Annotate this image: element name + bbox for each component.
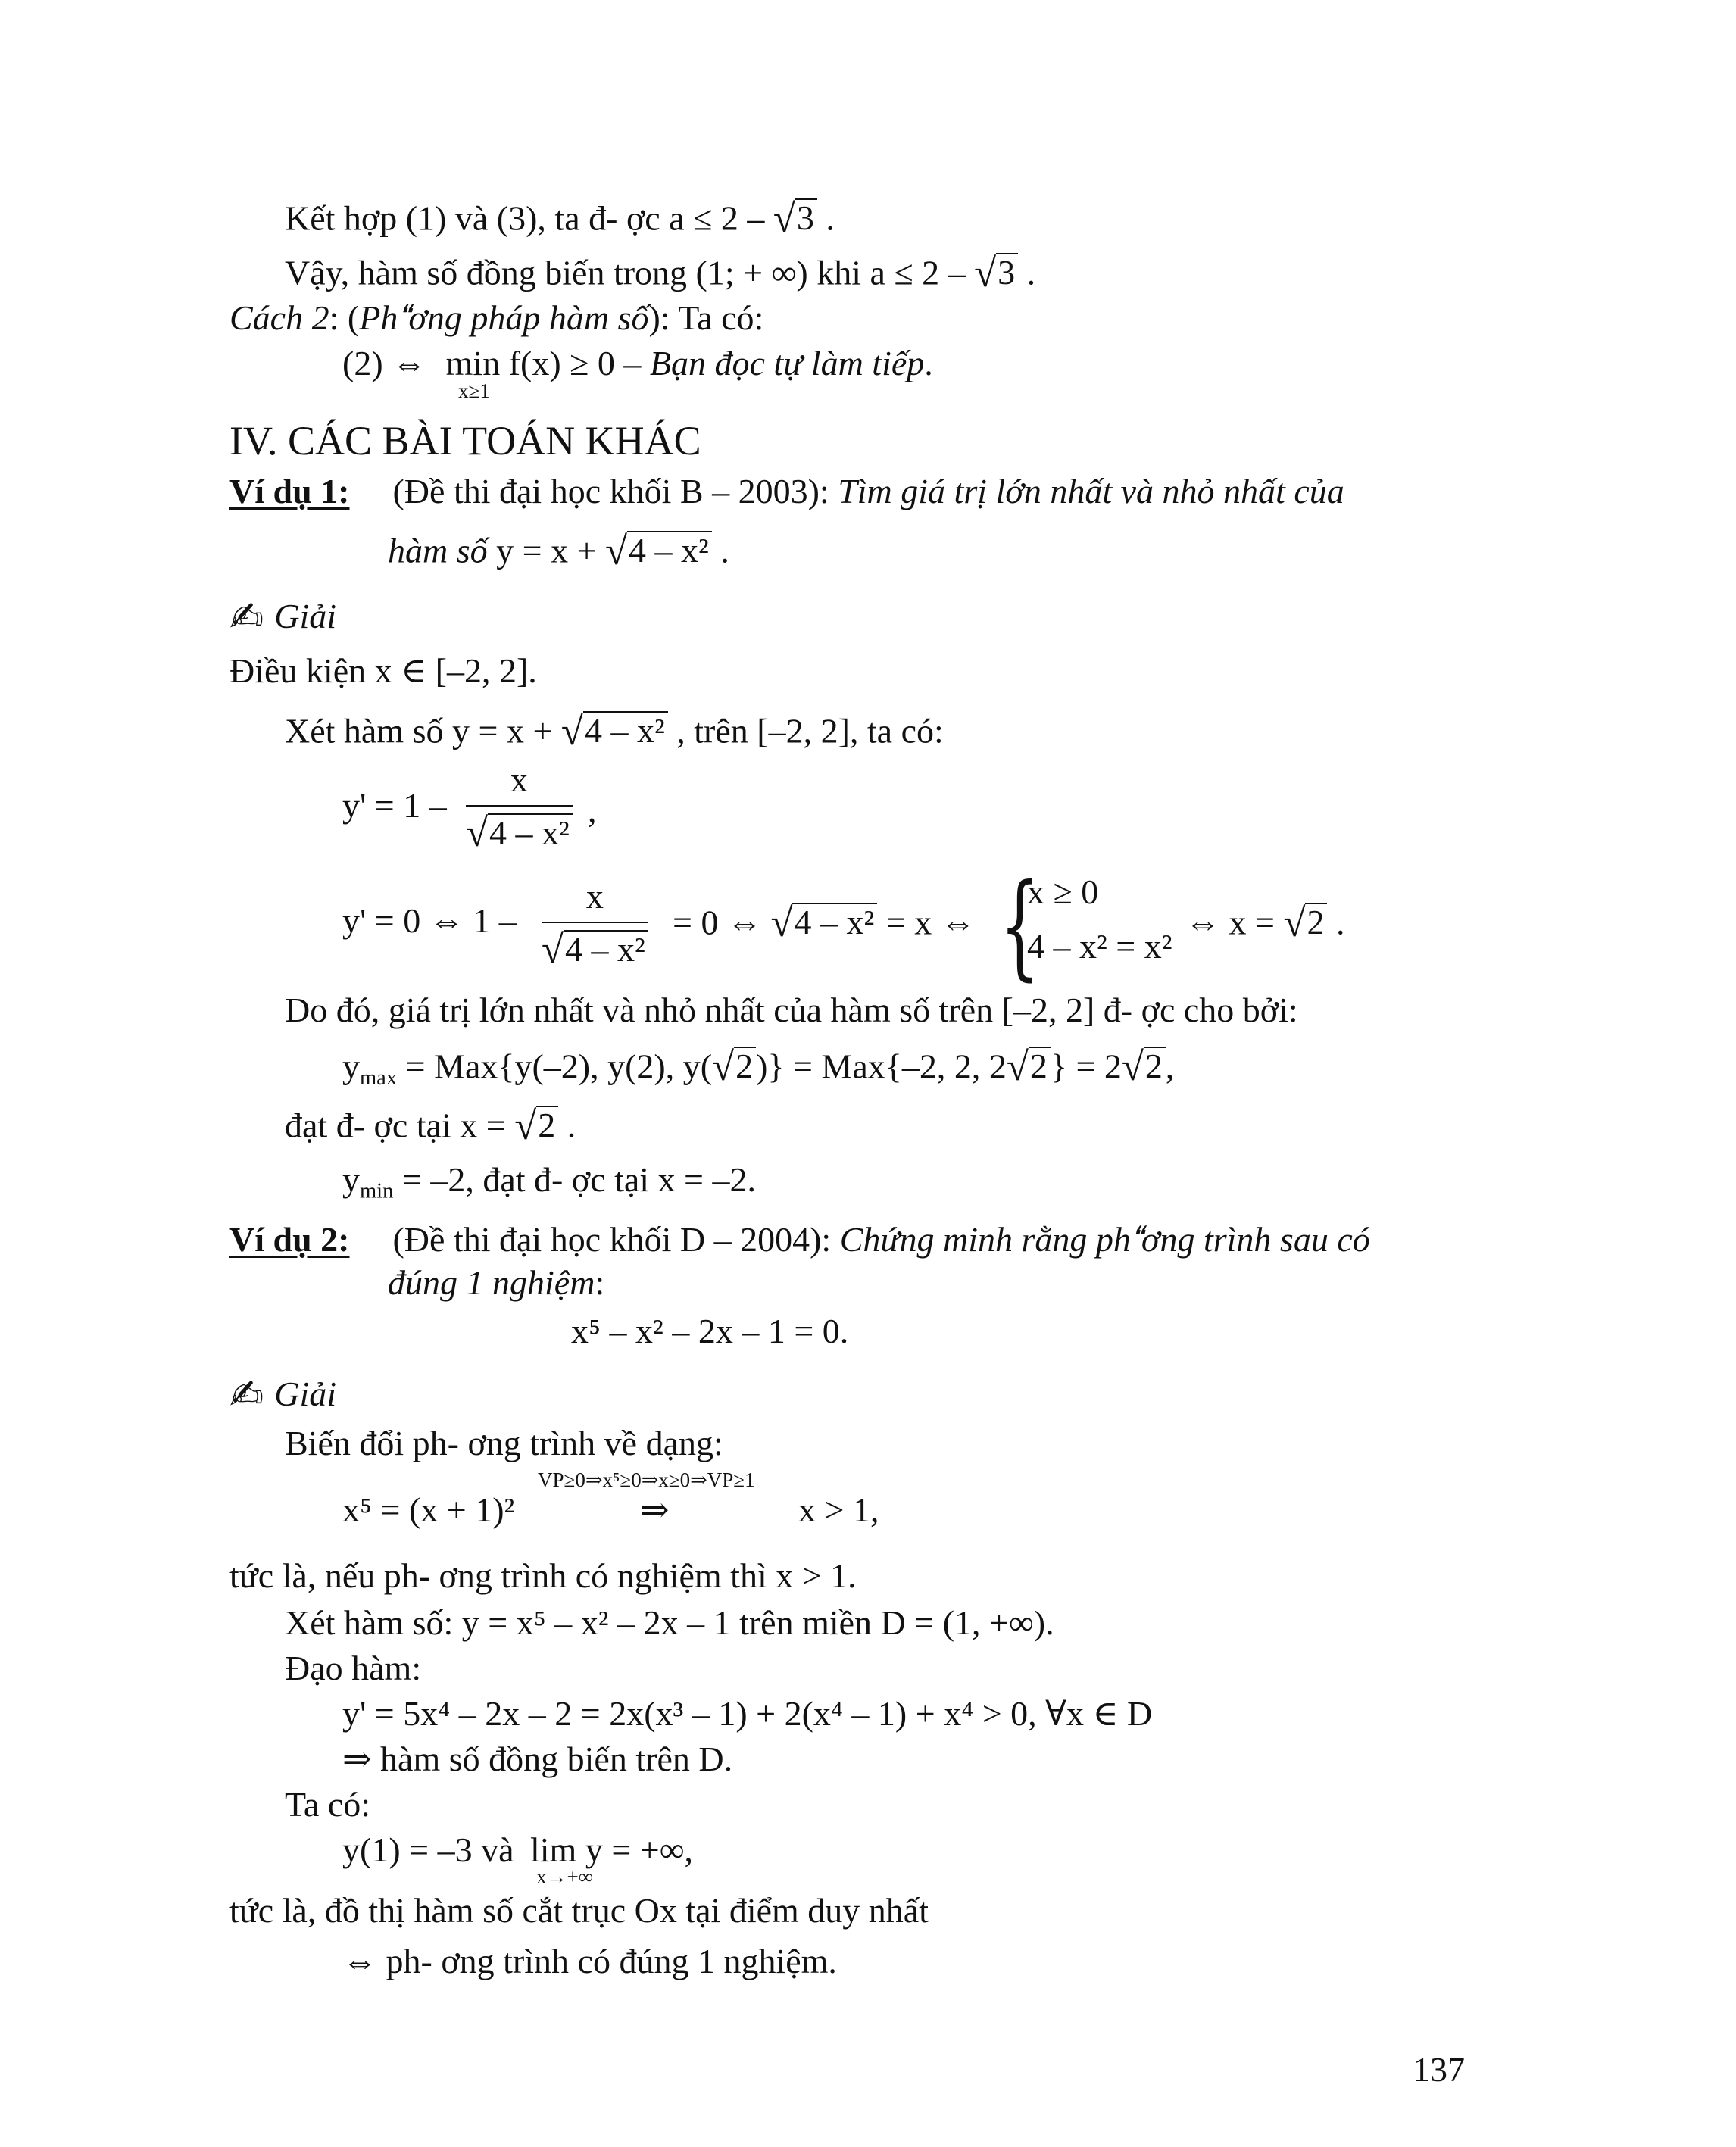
transform-line: Biến đổi ph- ơng trình về dạng: — [285, 1424, 723, 1462]
method2-name: Phơng pháp hàm số — [359, 298, 649, 337]
min-subscript: x≥1 — [458, 379, 490, 402]
example2-line2 — [388, 1262, 604, 1303]
sqrt-2-expr-b: √2 — [1007, 1044, 1051, 1091]
consider-function-text: Xét hàm số y = x + — [285, 711, 553, 751]
sqrt-2-radicand-d: 2 — [536, 1106, 558, 1144]
ymax-end: , — [1165, 1047, 1175, 1086]
example1-task: Tìm giá trị lớn nhất và nhỏ nhất của — [838, 472, 1344, 510]
ymax-line — [342, 1044, 1174, 1091]
increasing-line: ⇒ hàm số đồng biến trên D. — [342, 1740, 733, 1778]
derivative-fraction — [466, 759, 573, 858]
transform-rhs: x > 1, — [798, 1490, 879, 1529]
sqrt-2-radicand-b: 2 — [1029, 1047, 1051, 1084]
method2-tail: ): Ta có: — [648, 298, 764, 337]
critical-result — [1185, 900, 1344, 947]
sqrt-4-x2-radicand: 4 – x² — [627, 531, 712, 569]
critical-equals-zero: = 0 ⇔ — [673, 903, 762, 942]
critical-equation — [673, 900, 976, 947]
method2-colon: : ( — [329, 298, 360, 337]
ymax-symbol: y — [342, 1047, 360, 1086]
pencil-icon: ✍ — [229, 593, 264, 641]
solution1-header — [229, 593, 336, 642]
sqrt-2-expr-d: √2 — [514, 1103, 558, 1150]
min-end: . — [924, 344, 933, 382]
reached-at-text: đạt đ- ợc tại x = — [285, 1106, 506, 1145]
critical-denominator-radicand: 4 – x² — [564, 930, 648, 968]
example1-function-end: . — [720, 531, 729, 570]
solution2-label: Giải — [274, 1375, 337, 1413]
combine-end: . — [826, 198, 835, 238]
derivative-lhs: y' = 1 – — [342, 786, 447, 825]
conclusion-text: Vậy, hàm số đồng biến trong (1; + ∞) khi a ≤ 2 – — [285, 253, 966, 292]
text-line-min-condition — [342, 342, 933, 384]
example2-line1 — [229, 1219, 1370, 1260]
sqrt-2-radicand-a: 2 — [734, 1047, 756, 1084]
pencil-icon-2: ✍ — [229, 1371, 264, 1418]
text-line-combine — [285, 195, 835, 243]
taco-line: Ta có: — [285, 1785, 371, 1824]
example1-task-cont: hàm số — [388, 531, 488, 570]
consider-function-line — [285, 708, 944, 756]
limit-operator: lim — [530, 1830, 577, 1869]
ymax-part-c: } = 2 — [1050, 1047, 1122, 1086]
sqrt-2-radicand-c: 2 — [1144, 1047, 1166, 1084]
critical-numerator: x — [585, 877, 604, 916]
solution2-header — [229, 1371, 336, 1420]
limit-subscript: x→+∞ — [536, 1865, 593, 1888]
consider2-line: Xét hàm số: y = x⁵ – x² – 2x – 1 trên miền D = (1, +∞). — [285, 1603, 1054, 1642]
sqrt-4-x2-expr-2: √4 – x² — [561, 708, 668, 756]
critical-fraction — [542, 875, 648, 975]
example1-label: Ví dụ 1: — [229, 472, 350, 510]
implication-annotation: VP≥0⇒x⁵≥0⇒x≥0⇒VP≥1 — [538, 1468, 755, 1491]
derivative-denominator-radicand: 4 – x² — [488, 813, 573, 851]
limit-line — [342, 1829, 693, 1871]
ymax-subscript: max — [360, 1066, 398, 1090]
means-line: tức là, nếu ph- ơng trình có nghiệm thì x > 1. — [229, 1556, 857, 1595]
reader-exercise-note: Bạn đọc tự làm tiếp — [649, 344, 925, 382]
combine-text: Kết hợp (1) và (3), ta đ- ợc a ≤ 2 – — [285, 198, 765, 238]
min-function: f(x) ≥ 0 – — [508, 344, 642, 382]
sqrt-3-radicand: 3 — [795, 198, 817, 236]
derivative-equation: y' = 5x⁴ – 2x – 2 = 2x(x³ – 1) + 2(x⁴ – 1) + x⁴ > 0, ∀x ∈ D — [342, 1694, 1153, 1733]
example2-task: Chứng minh rằng phơng trình sau có — [839, 1220, 1370, 1259]
method2-label: Cách 2 — [229, 298, 329, 337]
min-operator: min — [445, 344, 501, 382]
solution1-label: Giải — [274, 597, 337, 635]
domain-condition: Điều kiện x ∈ [–2, 2]. — [229, 651, 537, 690]
example2-task-cont: đúng 1 nghiệm — [388, 1263, 595, 1302]
ymin-line — [342, 1159, 756, 1203]
limit-result: y = +∞, — [585, 1830, 694, 1869]
sqrt-4-x2-expr-3: √4 – x² — [770, 900, 877, 947]
ymax-part-a: = Max{y(–2), y(2), y( — [405, 1047, 713, 1086]
sqrt-4-x2-radicand-3: 4 – x² — [792, 903, 877, 941]
hence-line: Do đó, giá trị lớn nhất và nhỏ nhất của hàm số trên [–2, 2] đ- ợc cho bởi: — [285, 991, 1298, 1029]
derivative-comma: , — [588, 791, 597, 829]
example1-line1 — [229, 470, 1344, 512]
derivative-numerator: x — [510, 760, 528, 799]
example1-line2 — [388, 528, 729, 576]
page-number: 137 — [1413, 2050, 1465, 2089]
example2-label: Ví dụ 2: — [229, 1220, 350, 1259]
sqrt-3-expr: √3 — [773, 195, 817, 243]
example1-source: (Đề thi đại học khối B – 2003): — [392, 472, 829, 510]
text-line-conclusion — [285, 250, 1035, 298]
sqrt-4-x2-radicand-2: 4 – x² — [583, 711, 668, 749]
derivative-label: Đạo hàm: — [285, 1649, 422, 1687]
derivative-denominator: √4 – x² — [466, 807, 573, 857]
system-condition-2: 4 – x² = x² — [1027, 927, 1172, 966]
critical-equals-x: = x ⇔ — [885, 903, 976, 942]
reached-at-line — [285, 1103, 576, 1150]
example2-source: (Đề thi đại học khối D – 2004): — [392, 1220, 832, 1259]
sqrt-2-expr: √2 — [1283, 900, 1327, 947]
implication-arrow: ⇒ — [640, 1490, 670, 1529]
example2-colon: : — [595, 1263, 605, 1302]
sqrt-2-expr-c: √2 — [1122, 1044, 1166, 1091]
ymin-text: = –2, đạt đ- ợc tại x = –2. — [401, 1160, 756, 1199]
consider-function-tail: , trên [–2, 2], ta có: — [676, 711, 944, 751]
example2-equation: x⁵ – x² – 2x – 1 = 0. — [571, 1312, 849, 1350]
critical-result-end: . — [1335, 903, 1345, 942]
conclusion-line-2: ⇔ ph- ơng trình có đúng 1 nghiệm. — [342, 1942, 837, 1980]
conclusion-end: . — [1026, 253, 1036, 292]
limit-value-text: y(1) = –3 và — [342, 1830, 514, 1869]
section-heading: IV. CÁC BÀI TOÁN KHÁC — [229, 418, 701, 463]
sqrt-4-x2-expr: √4 – x² — [605, 528, 712, 576]
transform-lhs: x⁵ = (x + 1)² — [342, 1490, 515, 1529]
critical-lhs: y' = 0 ⇔ 1 – — [342, 901, 517, 940]
system-condition-1: x ≥ 0 — [1027, 872, 1099, 911]
sqrt-2-radicand: 2 — [1305, 903, 1327, 941]
example1-function: y = x + — [496, 531, 597, 570]
sqrt-3-radicand-2: 3 — [996, 253, 1018, 291]
sqrt-3-expr-2: √3 — [974, 250, 1018, 298]
conclusion-line-1: tức là, đồ thị hàm số cắt trục Ox tại điểm duy nhất — [229, 1891, 929, 1930]
min-equiv: (2) ⇔ — [342, 344, 427, 382]
text-line-method2 — [229, 297, 763, 339]
sqrt-2-expr-a: √2 — [712, 1044, 756, 1091]
system-brace: { — [1000, 860, 1040, 992]
ymax-part-b: )} = Max{–2, 2, 2 — [756, 1047, 1007, 1086]
ymin-subscript: min — [360, 1179, 394, 1203]
ymin-symbol: y — [342, 1160, 360, 1199]
critical-result-text: ⇔ x = — [1185, 903, 1275, 942]
critical-denominator: √4 – x² — [542, 923, 648, 974]
reached-at-end: . — [567, 1106, 576, 1145]
